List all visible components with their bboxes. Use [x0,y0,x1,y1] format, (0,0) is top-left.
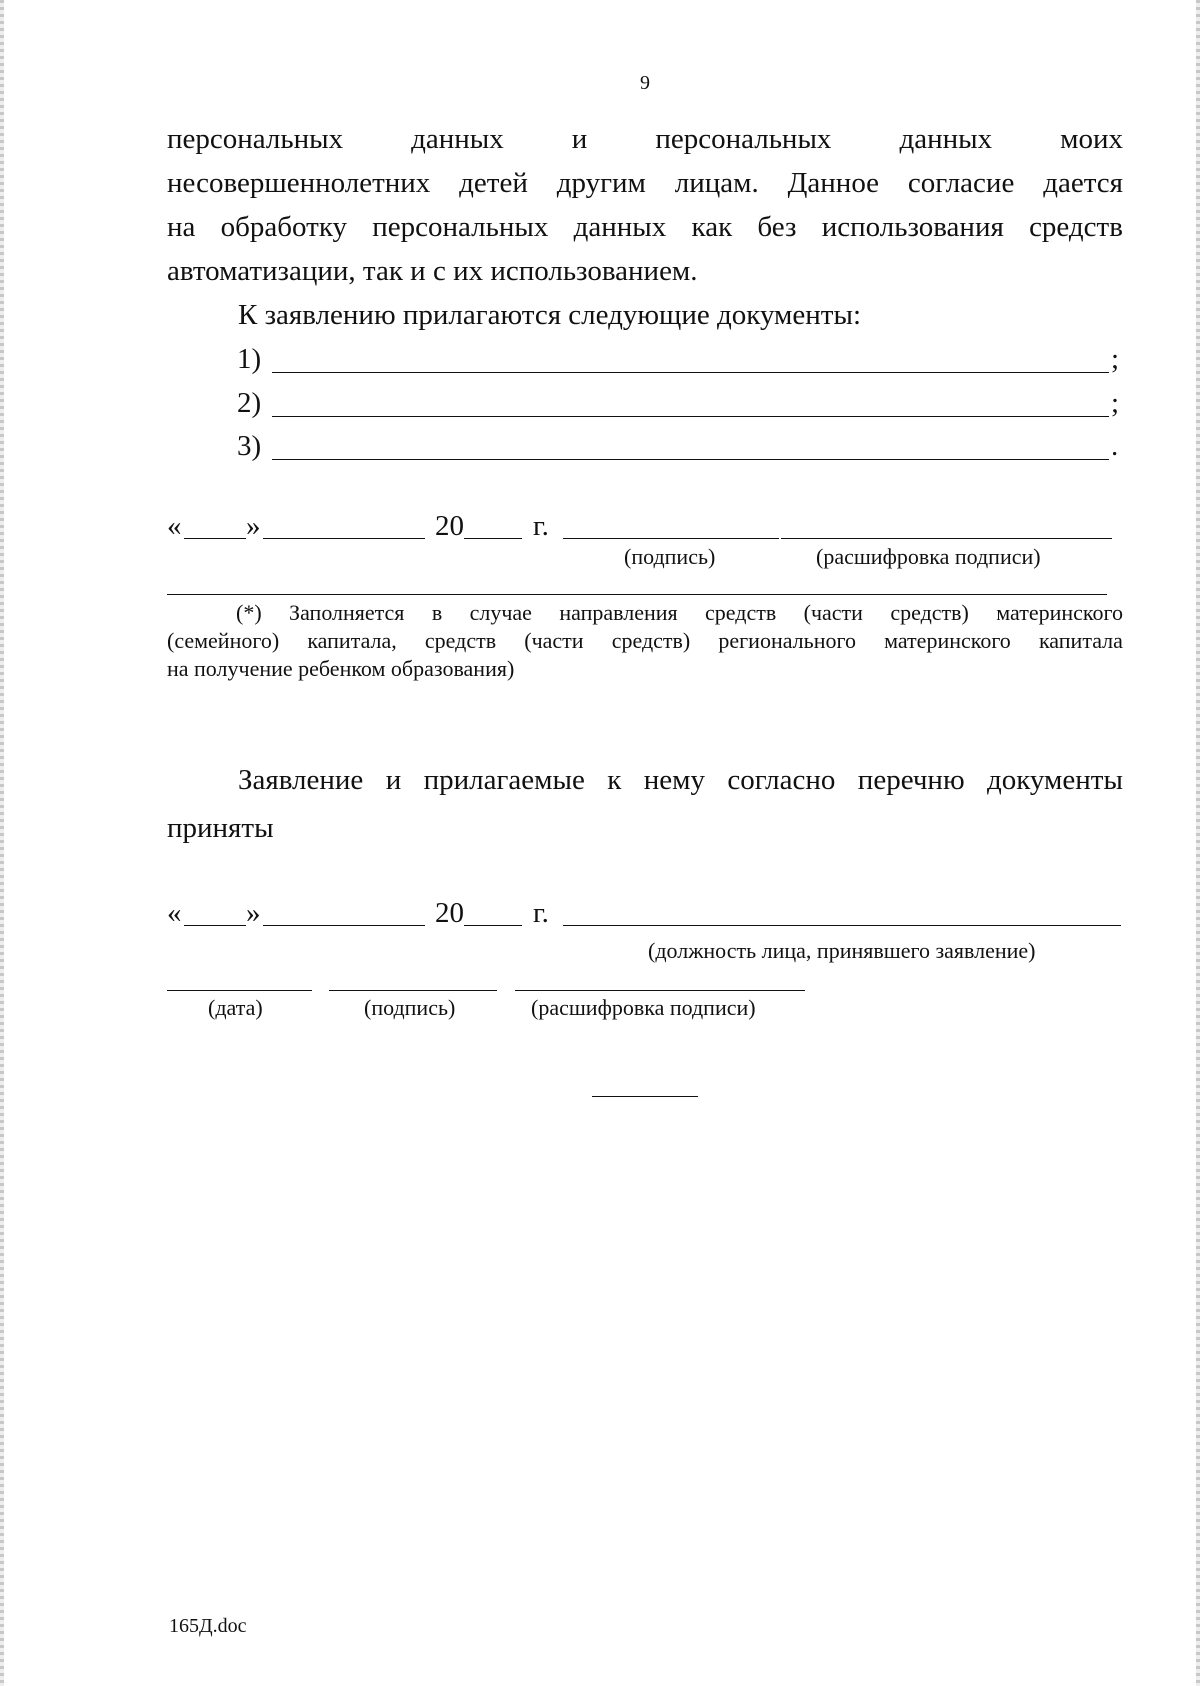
official-decode-blank[interactable] [515,990,805,991]
applicant-signature-caption: (подпись) [624,544,716,569]
official-day-blank[interactable] [184,925,246,926]
applicant-signature-blank[interactable] [563,538,779,539]
official-position-blank[interactable] [563,925,1121,926]
footnote-line-2: (семейного) капитала, средств (части средств) регионального материнского капитала [167,628,1123,653]
attachments-intro: К заявлению прилагаются следующие документы: [238,299,862,331]
official-month-blank[interactable] [263,925,425,926]
acceptance-line-2: приняты [167,812,274,844]
scan-edge-right [1196,0,1200,1686]
year-prefix: 20 [435,510,464,542]
footnote-line-3: на получение ребенком образования) [167,656,515,681]
applicant-date-row [167,504,1127,548]
official-signature-caption: (подпись) [364,995,456,1020]
attachment-item-1: 1) ; [237,343,1120,375]
applicant-decode-blank[interactable] [781,538,1112,539]
scan-edge-left [0,0,4,1686]
official-decode-caption: (расшифровка подписи) [531,995,756,1020]
official-year-blank[interactable] [464,925,522,926]
applicant-month-blank[interactable] [263,538,425,539]
attachment-item-3: 3) . [237,430,1119,462]
quote-close: » [246,897,261,929]
consent-paragraph [167,117,1123,337]
page-number: 9 [640,72,650,94]
footer-filename: 165Д.doc [169,1615,247,1637]
quote-open: « [167,510,182,542]
acceptance-line-1: Заявление и прилагаемые к нему согласно перечню документы [238,764,1123,796]
quote-open: « [167,897,182,929]
paragraph-line-1: персональных данных и персональных данных моих [167,123,1123,155]
paragraph-line-2: несовершеннолетних детей другим лицам. Данное согласие дается [167,167,1123,199]
attachment-blank-2[interactable] [272,386,1109,417]
year-suffix: г. [533,510,549,542]
end-of-document-rule [592,1096,698,1097]
paragraph-line-3: на обработку персональных данных как без использования средств [167,211,1123,243]
attachment-blank-1[interactable] [272,342,1109,373]
footnote [167,599,1123,683]
official-signature-blank[interactable] [329,990,497,991]
year-prefix: 20 [435,897,464,929]
applicant-day-blank[interactable] [184,538,246,539]
official-date-caption: (дата) [208,995,263,1020]
year-suffix: г. [533,897,549,929]
official-date-blank[interactable] [167,990,312,991]
footnote-line-1: (*) Заполняется в случае направления средств (части средств) материнского [236,600,1123,625]
attachment-blank-3[interactable] [272,429,1109,460]
acceptance-paragraph [167,758,1123,850]
official-date-row [167,891,1127,935]
quote-close: » [246,510,261,542]
paragraph-line-4: автоматизации, так и с их использованием. [167,255,698,287]
official-position-caption: (должность лица, принявшего заявление) [648,938,1036,963]
applicant-year-blank[interactable] [464,538,522,539]
applicant-decode-caption: (расшифровка подписи) [816,544,1041,569]
attachment-item-2: 2) ; [237,387,1120,419]
footnote-separator [167,594,1107,595]
